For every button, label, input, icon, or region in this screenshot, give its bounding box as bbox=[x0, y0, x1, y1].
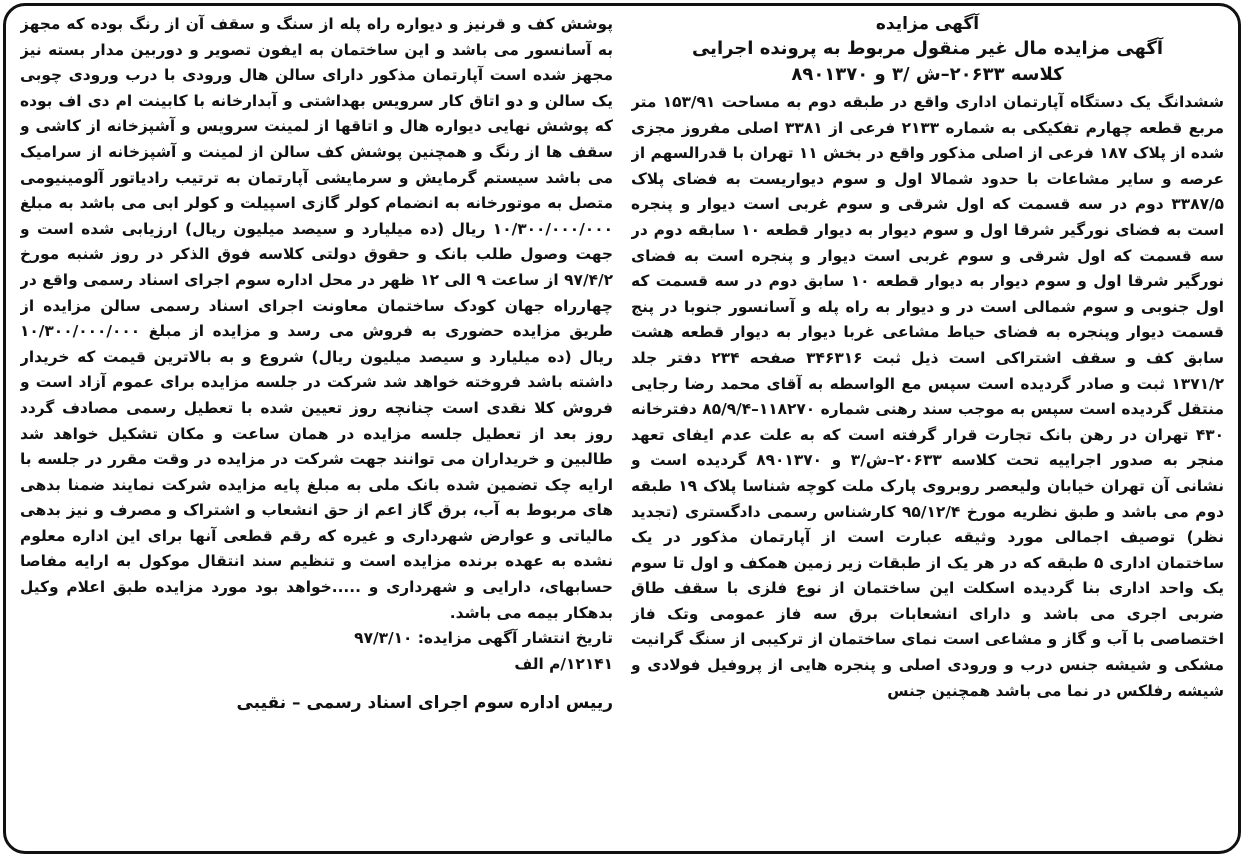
right-column bbox=[631, 12, 1224, 843]
header-label: آگهی مزایده bbox=[875, 14, 980, 34]
signature: رییس اداره سوم اجرای اسناد رسمی – نقیبی bbox=[236, 693, 613, 714]
left-column bbox=[20, 12, 613, 843]
notice-columns bbox=[20, 12, 1224, 843]
notice-frame bbox=[3, 3, 1241, 854]
auction-terms: پوشش کف و قرنیز و دیواره راه پله از سنگ و سقف آن از رنگ بوده که مجهز به آسانسور می باشد و این ساختمان به ایفون تصویر و دوربین مدار بسته نیز مجهز شده است آپارتمان مذکور دارای سالن هال ورودی با درب ورودی چوبی یک سالن و دو اتاق کار سرویس بهداشتی و آبدارخانه با کابینت ام دی اف بوده که پوشش نهایی دیواره هال و اتاقها از لمینت سرویس و آشپزخانه از کاشی و سقف ها از رنگ و همچنین پوشش کف سالن از لمینت و آشپزخانه از سرامیک می باشد سیستم گرمایش و سرمایشی آپارتمان به ترتیب رادیاتور آلومینیومی متصل به موتورخانه به انضمام کولر گازی اسپیلت و کولر ابی می باشد به مبلغ ۱۰/۳۰۰/۰۰۰/۰۰۰ ریال (ده میلیارد و سیصد میلیون ریال) ارزیابی شده است و جهت وصول طلب بانک و حقوق دولتی کلاسه فوق الذکر در روز شنبه مورخ ۹۷/۴/۲ از ساعت ۹ الی ۱۲ ظهر در محل اداره سوم اجرای اسناد رسمی واقع در چهارراه جهان کودک ساختمان معاونت اجرای اسناد رسمی سالن مزایده از طریق مزایده حضوری به فروش می رسد و مزایده از مبلغ ۱۰/۳۰۰/۰۰۰/۰۰۰ ریال (ده میلیارد و سیصد میلیون ریال) شروع و به بالاترین قیمت که خریدار داشته باشد فروخته خواهد شد شرکت در جلسه مزایده برای عموم آزاد است و فروش کلا نقدی است چنانچه روز تعیین شده با تعطیل رسمی مصادف گردد روز بعد از تعطیل جلسه مزایده در همان ساعت و مکان تشکیل خواهد شد طالبین و خریداران می توانند جهت شرکت در مزایده در وقت مقرر در جلسه با ارایه چک تضمین شده بانک ملی به مبلغ پایه مزایده شرکت نمایند ضمنا بدهی های مربوط به آب، برق گاز اعم از حق انشعاب و اشتراک و مصرف و نیز بدهی مالیاتی و عوارض شهرداری و غیره که رقم قطعی آنها برای این اداره معلوم نشده به عهده برنده مزایده است و تنظیم سند انتقال موکول به ارایه مفاصا حسابهای، دارایی و شهرداری و .....خواهد بود مورد مزایده طبق اعلام وکیل بدهکار بیمه می باشد. bbox=[20, 15, 613, 622]
reference-code: ۱۲۱۴۱/م الف bbox=[514, 654, 613, 673]
property-description: ششدانگ یک دستگاه آپارتمان اداری واقع در طبقه دوم به مساحت ۱۵۳/۹۱ متر مربع قطعه چهارم تفکیکی به شماره ۲۱۳۳ فرعی از ۳۳۸۱ اصلی مفروز مجزی شده از پلاک ۱۸۷ فرعی از اصلی مذکور واقع در بخش ۱۱ تهران با قدرالسهم از عرصه و سایر مشاعات با حدود شمالا اول و سوم دیواریست به فضای پلاک ۳۳۸۷/۵ دوم در سه قسمت که اول شرقی و سوم غربی است دیوار و پنجره است به فضای نورگیر شرقا اول و سوم دیوار به دیوار قطعه ۱۰ سابقه دوم در سه قسمت که اول شرقی و سوم غربی است دیوار و پنجره است به فضای نورگیر شرقا اول و سوم دیوار به دیوار قطعه ۱۰ سابق دوم در سه قسمت که اول جنوبی و سوم شمالی است در و دیوار به راه پله و آسانسور جنوبا در پنج قسمت دیوار وپنجره به فضای حیاط مشاعی غربا دیوار به دیوار قطعه هشت سابق کف و سقف اشتراکی است ذیل ثبت ۳۴۶۳۱۶ صفحه ۲۳۴ دفتر جلد ۱۳۷۱/۲ ثبت و صادر گردیده است سپس مع الواسطه به آقای محمد رضا رجایی منتقل گردیده است سپس به موجب سند رهنی شماره ۱۱۸۲۷۰–۸۵/۹/۴ دفترخانه ۴۳۰ تهران در رهن بانک تجارت قرار گرفته است که به علت عدم ایفای تعهد منجر به صدور اجراییه تحت کلاسه ۲۰۶۳۳–ش/۳ و ۸۹۰۱۳۷۰ گردیده است و نشانی آن تهران خیابان ولیعصر روبروی پارک ملت کوچه شناسا پلاک ۱۹ طبقه دوم می باشد و طبق نظریه مورخ ۹۵/۱۲/۴ کارشناس رسمی دادگستری (تجدید نظر) توصیف اجمالی مورد وثیقه عبارت است از آپارتمان مذکور در یک ساختمان اداری ۵ طبقه که در هر یک از طبقات زیر زمین همکف و اول تا سوم یک واحد اداری بنا گردیده اسکلت این ساختمان از نوع فلزی با سقف طاق ضربی اجری می باشد و دارای انشعابات برق سه فاز عمومی وتک فاز اختصاصی با آب و گاز و مشاعی است نمای ساختمان از ترکیبی از سنگ گرانیت مشکی و شیشه جنس درب و ورودی اصلی و پنجره هایی از پروفیل فولادی و شیشه رفلکس در نما می باشد همچنین جنس bbox=[631, 93, 1224, 700]
publication-date: تاریخ انتشار آگهی مزایده: ۹۷/۳/۱۰ bbox=[354, 629, 613, 648]
notice-title: آگهی مزایده مال غیر منقول مربوط به پرونده اجرایی bbox=[691, 38, 1164, 59]
notice-header bbox=[631, 12, 1224, 88]
file-number: کلاسه ۲۰۶۳۳–ش /۳ و ۸۹۰۱۳۷۰ bbox=[791, 64, 1064, 85]
